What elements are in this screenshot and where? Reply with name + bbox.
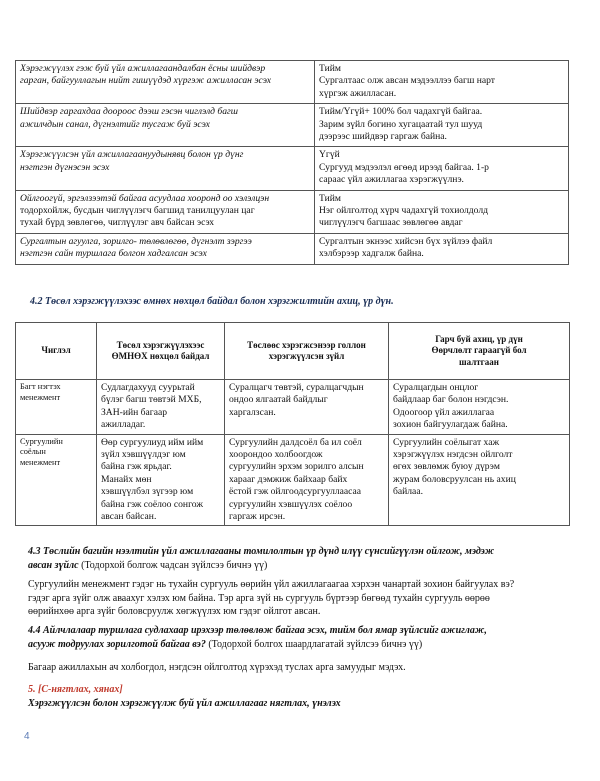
cell-line: ажилладаг.: [101, 419, 146, 431]
criteria-cell: [16, 190, 315, 233]
result-cell: [389, 380, 570, 435]
cell-line: Тийм: [319, 192, 341, 204]
cell-line: Шийдвэр гаргахдаа доороос дээш гэсэн чиглэлд багш: [20, 106, 239, 118]
cell-line: Сургалтын экнээс хийсэн бүх зүйлээ файл: [319, 235, 493, 247]
cell-line: тодорхойлж, бусдын чиглүүлэгч багшид танилцуулан цаг: [20, 205, 255, 217]
cell-line: Зарим зүйл богино хугацаатай тул шууд: [319, 118, 483, 130]
cell-line: соёлын: [20, 447, 46, 457]
page-number: 4: [24, 731, 30, 742]
cell-line: хэвшүүлбэл зүгээр юм: [101, 486, 194, 498]
table-row: [16, 434, 570, 526]
cell-line: Гарч буй ахиц, үр дүн: [435, 333, 523, 344]
cell-line: гарган, байгууллагын нийт гишүүдэд хүргэж ажилласан эсэх: [20, 75, 271, 87]
cell-line: Тийм/Үгүй+ 100% бол чадахгүй байгаа.: [319, 106, 483, 118]
cell-line: нэгтгэн дүгнэсэн эсэх: [20, 161, 110, 173]
cell-line: Сургуулийн соёлыгат хаж: [393, 436, 500, 448]
criteria-cell: [16, 233, 315, 264]
done-cell: [225, 434, 389, 526]
before-cell: [97, 380, 225, 435]
progress-table: [15, 322, 570, 526]
cell-line: Үгүй: [319, 149, 340, 161]
cell-line: Сургууд мэдээлэл өгөөд ирээд байгаа. 1-р: [319, 161, 489, 173]
table-row: [16, 104, 569, 147]
section-4-4-title-cont: асууж тодруулах зорилготой байгаа вэ?: [28, 638, 206, 650]
cell-line: дээрээс шийдвэр гаргаж байна.: [319, 131, 447, 143]
cell-line: байлаа.: [393, 486, 423, 498]
table-row: [16, 147, 569, 190]
before-cell: [97, 434, 225, 526]
column-header: [16, 323, 97, 380]
cell-line: чиглүүлэгч багшаас зөвлөгөө авдаг: [319, 217, 463, 229]
section-4-3-line: өөрийнхөө арга зүйг боловсруулж хөгжүүлэх юм гэдэг ойлгот авсан.: [28, 606, 321, 617]
cell-line: бүлэг багш төвтэй МХБ,: [101, 394, 202, 406]
cell-line: харгалзсан.: [229, 406, 276, 418]
cell-line: гаргаж ирсэн.: [229, 511, 286, 523]
cell-line: авсан байсан.: [101, 511, 157, 523]
cell-line: хэрэгжүүлсэн зүйл: [268, 351, 345, 361]
section-4-4-body: Багаар ажиллахын ач холбогдол, нэгдсэн ойлголтод хүрэхэд туслах арга замуудыг мэдэх.: [28, 662, 406, 673]
cell-line: Төсөл хэрэгжүүлэхээс: [116, 339, 205, 350]
criteria-cell: [16, 147, 315, 190]
cell-line: Ойлгоогүй, эргэлзээтэй байгаа асуудлаа хооронд оо хэлэлцэн: [20, 192, 270, 204]
cell-line: Чиглэл: [41, 345, 71, 356]
cell-line: менежмент: [20, 457, 61, 467]
answer-cell: [315, 61, 569, 104]
cell-line: менежмент: [20, 392, 61, 402]
cell-line: сургуулийн хэвшүүлэх соёлоо: [229, 498, 353, 510]
direction-cell: [16, 434, 97, 526]
cell-line: Одоогоор үйл ажиллагаа: [393, 406, 495, 418]
cell-line: ондоо ялгаатай байдлыг: [229, 394, 328, 406]
cell-line: Суралцагч төвтэй, суралцагчдын: [229, 382, 364, 393]
cell-line: Сургуулийн: [20, 436, 63, 446]
section-4-3-line: гэдэг арга зүйг олж аваахуг хэлэх юм байна. Тэр арга зүй нь сургууль бүртээр бөгөөд тухайн сургууль өөрөө: [28, 592, 490, 604]
section-5-heading: [28, 683, 573, 710]
cell-line: Хэрэгжүүлсэн үйл ажиллагаануудынявц болон үр дүнг: [20, 149, 244, 161]
cell-line: байдлаар баг болон нэгдсэн.: [393, 394, 509, 406]
cell-line: харааг дэмжиж байхаар байх: [229, 473, 348, 485]
cell-line: Хэрэгжүүлэх гэж буй үйл ажиллагаандалбан ёсны шийдвэр: [20, 63, 266, 74]
cell-line: Суралцагдын онцлог: [393, 382, 479, 393]
cell-line: шалтгаан: [459, 356, 499, 367]
cell-line: Өөр сургуулиуд ийм ийм: [101, 436, 204, 448]
cell-line: Тийм: [319, 63, 341, 74]
cell-line: ёстой гэж ойлгоодсургууллаасаа: [229, 486, 362, 498]
cell-line: хэрэгжүүлэх нэгдсэн ойлголт: [393, 449, 513, 461]
section-4-4-title: 4.4 Айлчлалаар туршлага судлахаар ирэхээр төлөвлөж байгаа эсэх, тийм бол ямар зүйлсийг ажиглаж,: [28, 625, 487, 636]
column-header: [225, 323, 389, 380]
answer-cell: [315, 233, 569, 264]
section-4-3-note: (Тодорхой болгож чадсан зүйлсээ бичнэ үү): [81, 559, 268, 571]
cell-line: Өөрчлөлт гараагүй бол: [431, 345, 527, 356]
answer-cell: [315, 147, 569, 190]
direction-cell: [16, 380, 97, 435]
column-header: [389, 323, 570, 380]
cell-line: хүргэж ажилласан.: [319, 87, 397, 99]
cell-line: ӨМНӨХ нөхцөл байдал: [111, 351, 210, 361]
table-row: [16, 190, 569, 233]
section-4-3-title-cont: авсан зүйлс: [28, 559, 79, 571]
section-4-3-line: Сургуулийн менежмент гэдэг нь тухайн сургууль өөрийн үйл ажиллагаагаа хэрхэн чанартай зохион байгуулах вэ?: [28, 579, 515, 590]
cell-line: сараас үйл ажиллагаа хэрэгжүүлнэ.: [319, 174, 464, 186]
cell-line: зохион байгуулагдаж байна.: [393, 419, 508, 431]
cell-line: өгөх зөвлөмж буюу дүрэм: [393, 461, 500, 473]
table-row: [16, 380, 570, 435]
cell-line: хоорондоо холбоогдож: [229, 449, 323, 461]
cell-line: ЗАН-ийн багаар: [101, 406, 168, 418]
cell-line: Төслөөс хэрэгжсэнээр голлон: [247, 339, 366, 350]
cell-line: Сургалтаас олж авсан мэдээллээ багш нарт: [319, 75, 495, 87]
section-4-2-heading: 4.2 Төсөл хэрэгжүүлэхээс өмнөх нөхцөл байдал болон хэрэгжилтийн ахиц, үр дүн.: [30, 296, 394, 307]
table-row: [16, 233, 569, 264]
cell-line: Сургуулийн далдсоёл ба ил соёл: [229, 436, 362, 448]
table-row: [16, 61, 569, 104]
section-5-subtitle: Хэрэгжүүлсэн болон хэрэгжүүлж буй үйл ажиллагааг нягтлах, үнэлэх: [28, 697, 341, 709]
cell-line: байна гэж соёлоо сонгож: [101, 498, 203, 510]
column-header: [97, 323, 225, 380]
cell-line: Судлагдахууд суурьтай: [101, 382, 195, 393]
criteria-cell: [16, 61, 315, 104]
section-4-4-note: (Тодорхой болгох шаардлагатай зүйлсээ бичнэ үү): [208, 638, 423, 650]
cell-line: хэлбэрээр хадгалж байна.: [319, 248, 424, 260]
cell-line: зүйл хэвшүүлдэг юм: [101, 449, 186, 461]
evaluation-table: [15, 60, 569, 265]
result-cell: [389, 434, 570, 526]
cell-line: тухай бүрд зөвлөгөө, чиглүүлэг авч байсан эсэх: [20, 217, 214, 229]
answer-cell: [315, 104, 569, 147]
section-5-title: 5. [С-нягтлах, хянах]: [28, 684, 123, 695]
cell-line: Сургалтын агуулга, зорилго- төлөвлөгөө, дүгнэлт зэргээ: [20, 235, 252, 247]
cell-line: ажилчдын санал, дүгнэлтийг тусгаж буй эсэх: [20, 118, 210, 130]
section-4-3-body: [28, 578, 573, 619]
cell-line: нэгтгэн сайн туршлага болгон хадгалсан эсэх: [20, 248, 207, 260]
section-4-4-heading: [28, 624, 573, 651]
criteria-cell: [16, 104, 315, 147]
section-4-3-heading: [28, 545, 573, 572]
cell-line: сургуулийн эрхэм зорилго алсын: [229, 461, 364, 473]
cell-line: Нэг ойлголтод хүрч чадахгүй тохиолдолд: [319, 205, 489, 217]
section-4-3-title: 4.3 Төслийн багийн нээлтийн үйл ажиллагааны томилолтын үр дүнд илүү сүнсийгүүлэн ойлгож, мэдэж: [28, 546, 495, 557]
answer-cell: [315, 190, 569, 233]
cell-line: Багт нэгтэх: [20, 382, 61, 391]
cell-line: журам боловсруулсан нь ахиц: [393, 473, 516, 485]
done-cell: [225, 380, 389, 435]
cell-line: Манайх мөн: [101, 473, 152, 485]
cell-line: байна гэж ярьдаг.: [101, 461, 172, 473]
